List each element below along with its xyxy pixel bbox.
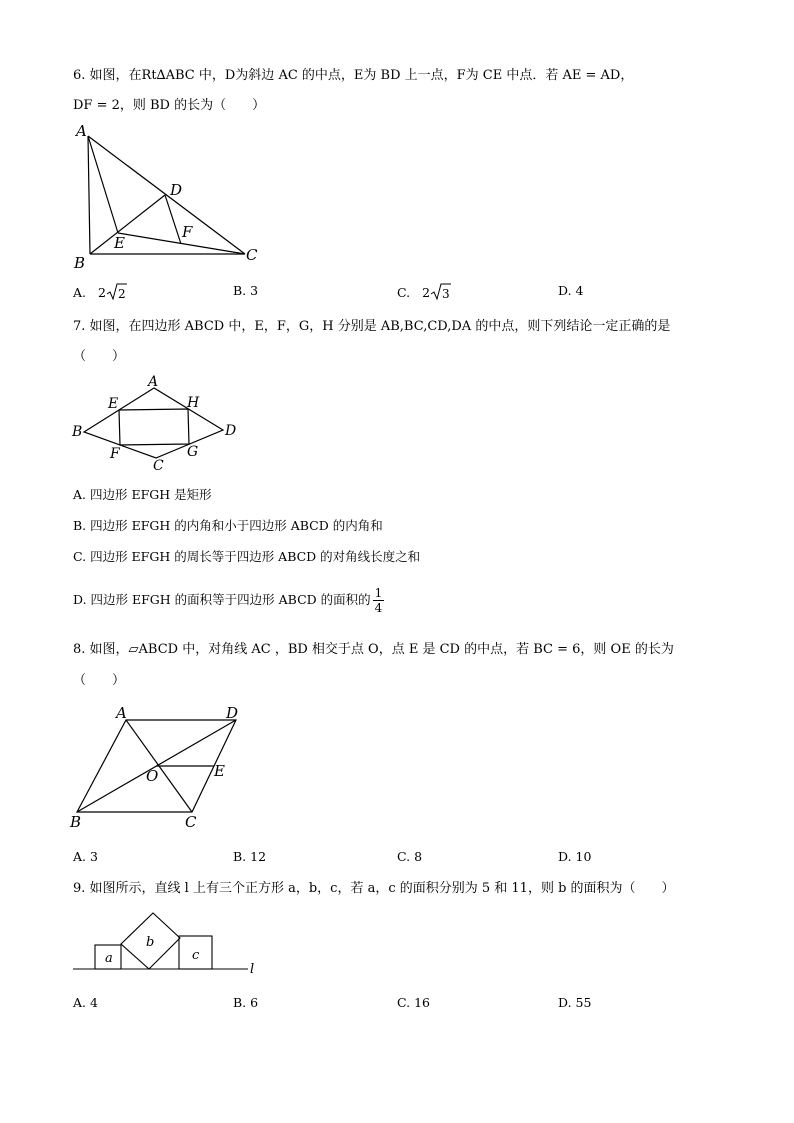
q6-label-D: D: [170, 181, 183, 199]
q8-label-B: B: [70, 813, 82, 831]
q6-option-c: [397, 283, 452, 304]
q6-option-d: D. 4: [558, 283, 584, 298]
q7-label-D: D: [225, 423, 237, 439]
q7-label-H: H: [187, 395, 200, 411]
q8-option-a: A. 3: [73, 849, 98, 864]
option-letter: A.: [73, 285, 87, 300]
q7-option-d: D. 四边形 EFGH 的面积等于四边形 ABCD 的面积的 $\frac{1}{4}$: [73, 586, 383, 615]
q7-label-C: C: [153, 458, 164, 472]
q7-option-c: C. 四边形 EFGH 的周长等于四边形 ABCD 的对角线长度之和: [73, 549, 421, 564]
q6-stem-line2: DF = 2，则 BD 的长为（ ）: [73, 98, 266, 113]
q9-figure: [68, 905, 268, 977]
q7-label-B: B: [72, 424, 83, 440]
q7-label-A: A: [148, 374, 159, 390]
option-letter: C.: [397, 285, 411, 300]
q8-label-E: E: [214, 762, 225, 780]
q7-label-E: E: [108, 396, 119, 412]
q8-option-c: C. 8: [397, 849, 423, 864]
q9-stem: 9. 如图所示，直线 l 上有三个正方形 a，b，c，若 a，c 的面积分别为 5 和 11，则 b 的面积为（ ）: [73, 881, 675, 896]
svg-text:3: 3: [442, 287, 450, 301]
q6-option-a: [73, 283, 128, 304]
q8-option-b: B. 12: [233, 849, 267, 864]
q9-label-a: a: [105, 951, 113, 966]
q7-label-F: F: [110, 446, 120, 462]
q8-stem-line2: （ ）: [73, 673, 126, 688]
q6-label-F: F: [182, 223, 193, 241]
q7-stem-line1: 7. 如图，在四边形 ABCD 中，E，F，G，H 分别是 AB,BC,CD,DA 的中点，则下列结论一定正确的是: [73, 319, 671, 334]
q8-stem-line1: 8. 如图，▱ABCD 中，对角线 AC ，BD 相交于点 O，点 E 是 CD 的中点，若 BC = 6，则 OE 的长为: [73, 642, 674, 657]
fraction: $\frac{1}{4}$: [374, 586, 383, 615]
option-coef: 2: [422, 285, 431, 300]
q6-figure: [70, 122, 270, 272]
q8-option-d: D. 10: [558, 849, 592, 864]
q6-label-B: B: [74, 254, 86, 272]
q6-label-A: A: [76, 122, 87, 140]
q9-label-l: l: [250, 962, 255, 977]
q9-label-c: c: [192, 948, 200, 963]
q8-label-C: C: [185, 813, 197, 831]
q9-option-a: A. 4: [73, 995, 98, 1010]
q8-label-O: O: [146, 767, 159, 785]
q9-option-b: B. 6: [233, 995, 259, 1010]
q9-label-b: b: [146, 935, 155, 950]
option-coef: 2: [98, 285, 106, 300]
svg-text:2: 2: [117, 287, 126, 301]
q7-option-b: B. 四边形 EFGH 的内角和小于四边形 ABCD 的内角和: [73, 518, 383, 533]
q6-option-b: B. 3: [233, 283, 259, 298]
q6-label-E: E: [114, 234, 125, 252]
q8-label-D: D: [226, 704, 239, 722]
q9-option-d: D. 55: [558, 995, 592, 1010]
q6-label-C: C: [246, 246, 258, 264]
q7-stem-line2: （ ）: [73, 349, 126, 364]
q6-stem-line1: 6. 如图，在Rt∆ABC 中，D为斜边 AC 的中点，E为 BD 上一点，F为 CE 中点．若 AE = AD，: [73, 68, 634, 83]
q9-option-c: C. 16: [397, 995, 430, 1010]
q8-figure: [66, 700, 256, 835]
q7-figure: [68, 372, 248, 472]
sqrt-sign-icon: [106, 283, 128, 304]
sqrt-sign-icon: [430, 283, 452, 304]
q7-label-G: G: [187, 444, 199, 460]
q7-option-a: A. 四边形 EFGH 是矩形: [73, 487, 212, 502]
q8-label-A: A: [116, 704, 127, 722]
